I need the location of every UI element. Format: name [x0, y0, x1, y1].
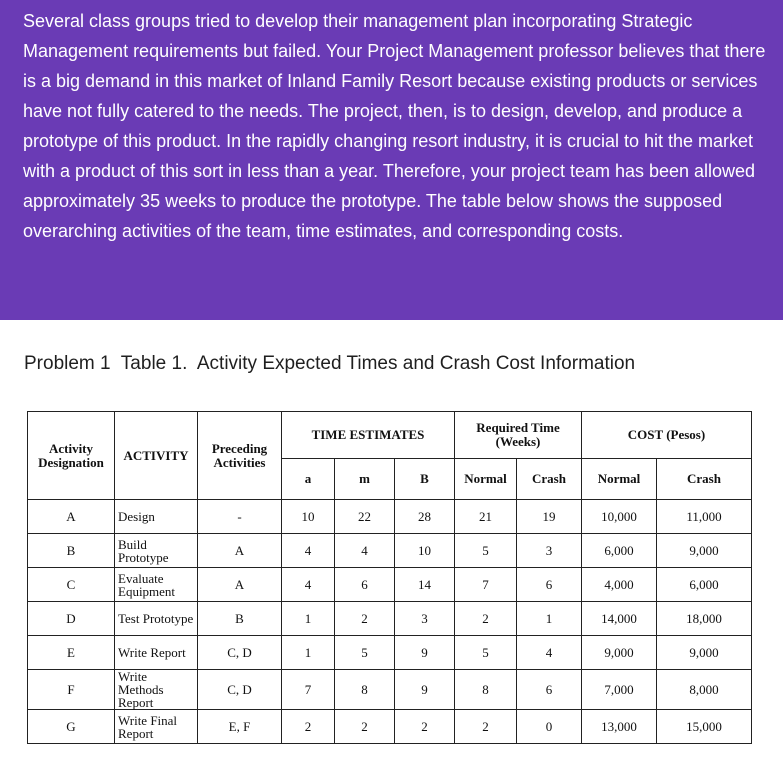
table-caption: Problem 1 Table 1. Activity Expected Times and Crash Cost Information [24, 353, 636, 374]
cell-b: 2 [395, 710, 455, 744]
header-activity: ACTIVITY [115, 412, 198, 500]
cell-designation: C [28, 568, 115, 602]
cell-crash-time: 4 [517, 636, 582, 670]
header-designation: Activity Designation [28, 412, 115, 500]
header-row-1 [28, 412, 752, 459]
cell-crash-time: 6 [517, 568, 582, 602]
cell-a: 10 [282, 500, 335, 534]
header-b: B [395, 459, 455, 500]
table-row [28, 534, 752, 568]
cell-m: 2 [335, 602, 395, 636]
intro-text: Several class groups tried to develop their management plan incorporating Strategic Management requirements but failed. Your Project Management professor believes that there is a big demand in this market of Inland Family Resort because existing products or services have not fully catered to the needs. The project, then, is to design, develop, and produce a prototype of this product. In the rapidly changing resort industry, it is crucial to hit the market with a product of this sort in less than a year. Therefore, your project team has been allowed approximately 35 weeks to produce the prototype. The table below shows the supposed overarching activities of the team, time estimates, and corresponding costs. [23, 11, 766, 241]
cell-preceding: C, D [198, 670, 282, 710]
header-m: m [335, 459, 395, 500]
cell-crash-time: 6 [517, 670, 582, 710]
cell-normal-time: 8 [455, 670, 517, 710]
cell-b: 9 [395, 670, 455, 710]
cell-activity: Design [115, 500, 198, 534]
cell-designation: E [28, 636, 115, 670]
activity-table [27, 411, 752, 744]
cell-normal-time: 2 [455, 602, 517, 636]
cell-preceding: B [198, 602, 282, 636]
table-row [28, 500, 752, 534]
intro-banner [0, 0, 783, 320]
header-time-estimates: TIME ESTIMATES [282, 412, 455, 459]
cell-normal-cost: 9,000 [582, 636, 657, 670]
table-row [28, 602, 752, 636]
cell-designation: F [28, 670, 115, 710]
cell-designation: G [28, 710, 115, 744]
cell-normal-cost: 4,000 [582, 568, 657, 602]
cell-b: 14 [395, 568, 455, 602]
cell-a: 2 [282, 710, 335, 744]
cell-normal-time: 2 [455, 710, 517, 744]
header-cost: COST (Pesos) [582, 412, 752, 459]
cell-normal-time: 7 [455, 568, 517, 602]
cell-crash-time: 0 [517, 710, 582, 744]
cell-a: 1 [282, 636, 335, 670]
header-preceding: Preceding Activities [198, 412, 282, 500]
cell-b: 10 [395, 534, 455, 568]
cell-b: 9 [395, 636, 455, 670]
cell-normal-time: 21 [455, 500, 517, 534]
cell-m: 4 [335, 534, 395, 568]
cell-normal-time: 5 [455, 636, 517, 670]
header-cost-normal: Normal [582, 459, 657, 500]
cell-m: 6 [335, 568, 395, 602]
cell-designation: A [28, 500, 115, 534]
table-row [28, 710, 752, 744]
cell-preceding: A [198, 534, 282, 568]
cell-crash-time: 1 [517, 602, 582, 636]
table-row [28, 636, 752, 670]
cell-activity: Write Report [115, 636, 198, 670]
cell-preceding: C, D [198, 636, 282, 670]
cell-a: 4 [282, 568, 335, 602]
table-row [28, 670, 752, 710]
cell-crash-cost: 15,000 [657, 710, 752, 744]
header-rt-normal: Normal [455, 459, 517, 500]
cell-normal-time: 5 [455, 534, 517, 568]
cell-normal-cost: 14,000 [582, 602, 657, 636]
cell-activity: Evaluate Equipment [115, 568, 198, 602]
cell-m: 2 [335, 710, 395, 744]
cell-crash-cost: 18,000 [657, 602, 752, 636]
header-required-time: Required Time (Weeks) [455, 412, 582, 459]
cell-normal-cost: 7,000 [582, 670, 657, 710]
cell-activity: Test Prototype [115, 602, 198, 636]
header-cost-crash: Crash [657, 459, 752, 500]
cell-a: 4 [282, 534, 335, 568]
cell-crash-cost: 9,000 [657, 534, 752, 568]
cell-designation: B [28, 534, 115, 568]
cell-preceding: E, F [198, 710, 282, 744]
cell-a: 7 [282, 670, 335, 710]
cell-normal-cost: 10,000 [582, 500, 657, 534]
cell-m: 8 [335, 670, 395, 710]
cell-crash-time: 3 [517, 534, 582, 568]
table-row [28, 568, 752, 602]
cell-b: 3 [395, 602, 455, 636]
cell-m: 22 [335, 500, 395, 534]
cell-normal-cost: 6,000 [582, 534, 657, 568]
cell-activity: Write Methods Report [115, 670, 198, 710]
header-a: a [282, 459, 335, 500]
cell-crash-cost: 8,000 [657, 670, 752, 710]
header-rt-crash: Crash [517, 459, 582, 500]
cell-preceding: A [198, 568, 282, 602]
cell-crash-cost: 9,000 [657, 636, 752, 670]
cell-activity: Write Final Report [115, 710, 198, 744]
cell-crash-time: 19 [517, 500, 582, 534]
cell-crash-cost: 6,000 [657, 568, 752, 602]
cell-normal-cost: 13,000 [582, 710, 657, 744]
cell-m: 5 [335, 636, 395, 670]
cell-b: 28 [395, 500, 455, 534]
cell-preceding: - [198, 500, 282, 534]
cell-activity: Build Prototype [115, 534, 198, 568]
cell-designation: D [28, 602, 115, 636]
cell-a: 1 [282, 602, 335, 636]
cell-crash-cost: 11,000 [657, 500, 752, 534]
